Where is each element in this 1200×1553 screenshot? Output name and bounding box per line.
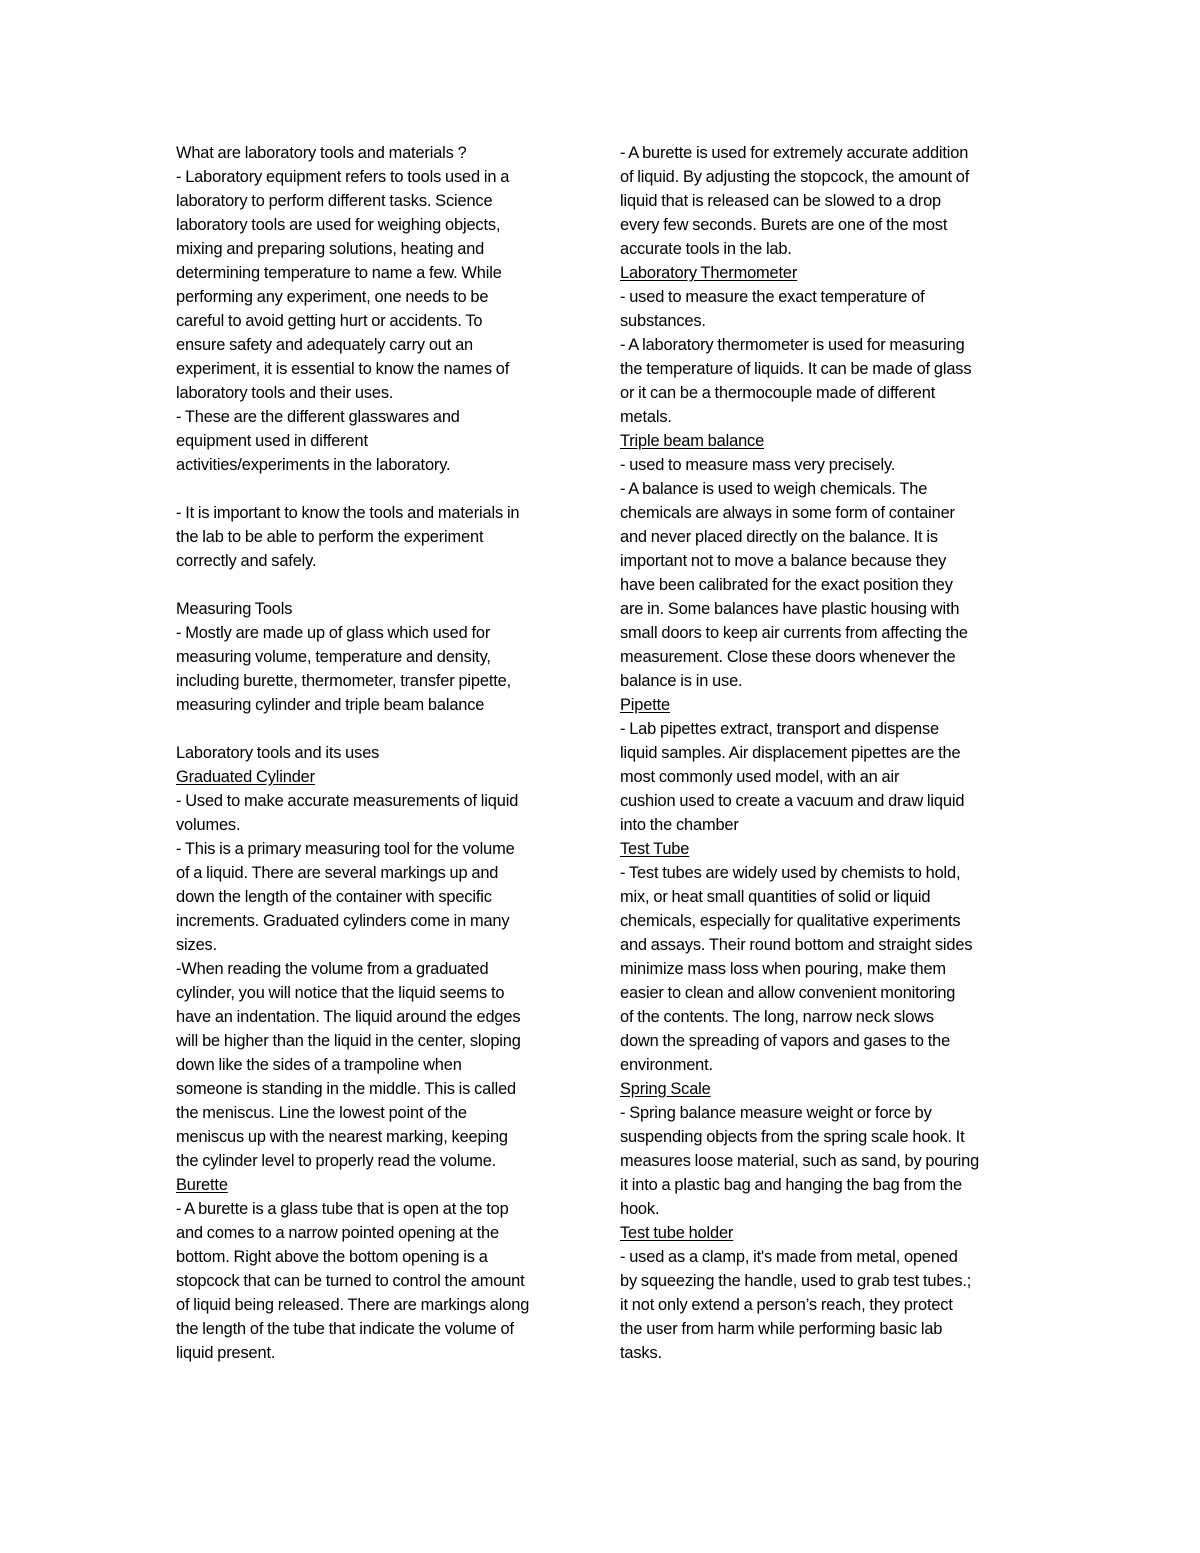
text-line: of liquid being released. There are markings along: [176, 1296, 530, 1314]
text-line: - Used to make accurate measurements of liquid: [176, 792, 519, 810]
text-line: substances.: [620, 312, 706, 330]
text-line: the cylinder level to properly read the volume.: [176, 1152, 497, 1170]
text-line: - used to measure the exact temperature of: [620, 288, 925, 306]
text-line: mix, or heat small quantities of solid or liquid: [620, 888, 931, 906]
text-line: most commonly used model, with an air: [620, 768, 900, 786]
text-line: - Test tubes are widely used by chemists to hold,: [620, 864, 961, 882]
text-line: it into a plastic bag and hanging the bag from the: [620, 1176, 962, 1194]
section-heading: Burette: [176, 1176, 228, 1194]
text-line: laboratory tools and their uses.: [176, 384, 394, 402]
section-heading: Pipette: [620, 696, 670, 714]
text-line: hook.: [620, 1200, 660, 1218]
text-line: balance is in use.: [620, 672, 743, 690]
text-line: the user from harm while performing basic lab: [620, 1320, 943, 1338]
text-line: it not only extend a person’s reach, they protect: [620, 1296, 953, 1314]
text-line: - A laboratory thermometer is used for measuring: [620, 336, 965, 354]
text-line: liquid present.: [176, 1344, 276, 1362]
text-line: correctly and safely.: [176, 552, 317, 570]
text-line: careful to avoid getting hurt or accidents. To: [176, 312, 483, 330]
text-line: chemicals are always in some form of container: [620, 504, 955, 522]
text-line: and comes to a narrow pointed opening at the: [176, 1224, 499, 1242]
text-line: What are laboratory tools and materials ?: [176, 144, 467, 162]
text-line: into the chamber: [620, 816, 739, 834]
text-line: determining temperature to name a few. While: [176, 264, 502, 282]
section-heading: Laboratory Thermometer: [620, 264, 798, 282]
text-line: have an indentation. The liquid around the edges: [176, 1008, 521, 1026]
text-line: metals.: [620, 408, 672, 426]
blank-line: [176, 573, 590, 597]
text-line: Measuring Tools: [176, 600, 293, 618]
text-line: stopcock that can be turned to control the amount: [176, 1272, 525, 1290]
text-line: - Laboratory equipment refers to tools used in a: [176, 168, 510, 186]
text-line: - A balance is used to weigh chemicals. The: [620, 480, 928, 498]
text-line: of a liquid. There are several markings up and: [176, 864, 499, 882]
text-line: sizes.: [176, 936, 217, 954]
text-line: - It is important to know the tools and materials in: [176, 504, 520, 522]
text-line: experiment, it is essential to know the names of: [176, 360, 510, 378]
text-line: measurement. Close these doors whenever the: [620, 648, 956, 666]
text-line: small doors to keep air currents from affecting the: [620, 624, 968, 642]
blank-line: [176, 477, 590, 501]
text-line: or it can be a thermocouple made of different: [620, 384, 936, 402]
text-line: down like the sides of a trampoline when: [176, 1056, 462, 1074]
text-line: - Spring balance measure weight or force by: [620, 1104, 932, 1122]
text-line: of liquid. By adjusting the stopcock, the amount of: [620, 168, 970, 186]
text-line: - A burette is used for extremely accurate addition: [620, 144, 969, 162]
text-line: have been calibrated for the exact position they: [620, 576, 953, 594]
text-line: cylinder, you will notice that the liquid seems to: [176, 984, 505, 1002]
text-line: tasks.: [620, 1344, 662, 1362]
text-line: the meniscus. Line the lowest point of the: [176, 1104, 467, 1122]
text-line: accurate tools in the lab.: [620, 240, 792, 258]
text-line: every few seconds. Burets are one of the most: [620, 216, 948, 234]
text-line: increments. Graduated cylinders come in many: [176, 912, 510, 930]
text-line: including burette, thermometer, transfer pipette,: [176, 672, 512, 690]
blank-line: [176, 717, 590, 741]
text-line: - This is a primary measuring tool for the volume: [176, 840, 515, 858]
text-line: suspending objects from the spring scale hook. It: [620, 1128, 965, 1146]
text-line: - A burette is a glass tube that is open at the top: [176, 1200, 509, 1218]
text-line: the lab to be able to perform the experiment: [176, 528, 484, 546]
text-line: are in. Some balances have plastic housing with: [620, 600, 960, 618]
text-line: measures loose material, such as sand, by pouring: [620, 1152, 980, 1170]
text-line: laboratory to perform different tasks. Science: [176, 192, 493, 210]
text-line: of the contents. The long, narrow neck slows: [620, 1008, 934, 1026]
text-line: mixing and preparing solutions, heating and: [176, 240, 485, 258]
text-line: chemicals, especially for qualitative experiments: [620, 912, 961, 930]
text-line: - used as a clamp, it's made from metal, opened: [620, 1248, 958, 1266]
text-line: measuring cylinder and triple beam balance: [176, 696, 485, 714]
text-line: volumes.: [176, 816, 241, 834]
text-line: bottom. Right above the bottom opening is a: [176, 1248, 488, 1266]
text-line: ensure safety and adequately carry out an: [176, 336, 474, 354]
text-line: will be higher than the liquid in the center, sloping: [176, 1032, 521, 1050]
section-heading: Triple beam balance: [620, 432, 765, 450]
text-line: measuring volume, temperature and density,: [176, 648, 491, 666]
text-line: someone is standing in the middle. This is called: [176, 1080, 517, 1098]
text-line: down the length of the container with specific: [176, 888, 492, 906]
text-line: Laboratory tools and its uses: [176, 744, 380, 762]
text-line: liquid that is released can be slowed to a drop: [620, 192, 942, 210]
text-line: equipment used in different: [176, 432, 368, 450]
text-line: activities/experiments in the laboratory.: [176, 456, 451, 474]
text-line: meniscus up with the nearest marking, keeping: [176, 1128, 508, 1146]
text-line: - These are the different glasswares and: [176, 408, 460, 426]
text-line: down the spreading of vapors and gases to the: [620, 1032, 951, 1050]
section-heading: Graduated Cylinder: [176, 768, 315, 786]
text-line: liquid samples. Air displacement pipettes are the: [620, 744, 961, 762]
text-line: - Mostly are made up of glass which used for: [176, 624, 491, 642]
section-heading: Test Tube: [620, 840, 690, 858]
text-line: the length of the tube that indicate the volume of: [176, 1320, 514, 1338]
text-line: important not to move a balance because they: [620, 552, 947, 570]
text-line: and never placed directly on the balance. It is: [620, 528, 938, 546]
text-line: minimize mass loss when pouring, make them: [620, 960, 946, 978]
text-line: -When reading the volume from a graduated: [176, 960, 489, 978]
text-line: easier to clean and allow convenient monitoring: [620, 984, 956, 1002]
text-line: and assays. Their round bottom and straight sides: [620, 936, 973, 954]
text-line: - used to measure mass very precisely.: [620, 456, 896, 474]
right-text-column: [620, 141, 1030, 1365]
text-line: performing any experiment, one needs to be: [176, 288, 489, 306]
text-line: by squeezing the handle, used to grab test tubes.;: [620, 1272, 972, 1290]
text-line: the temperature of liquids. It can be made of glass: [620, 360, 972, 378]
text-line: - Lab pipettes extract, transport and dispense: [620, 720, 940, 738]
text-line: environment.: [620, 1056, 713, 1074]
section-heading: Spring Scale: [620, 1080, 711, 1098]
text-line: cushion used to create a vacuum and draw liquid: [620, 792, 965, 810]
text-line: laboratory tools are used for weighing objects,: [176, 216, 501, 234]
left-text-column: [176, 141, 590, 1365]
section-heading: Test tube holder: [620, 1224, 734, 1242]
